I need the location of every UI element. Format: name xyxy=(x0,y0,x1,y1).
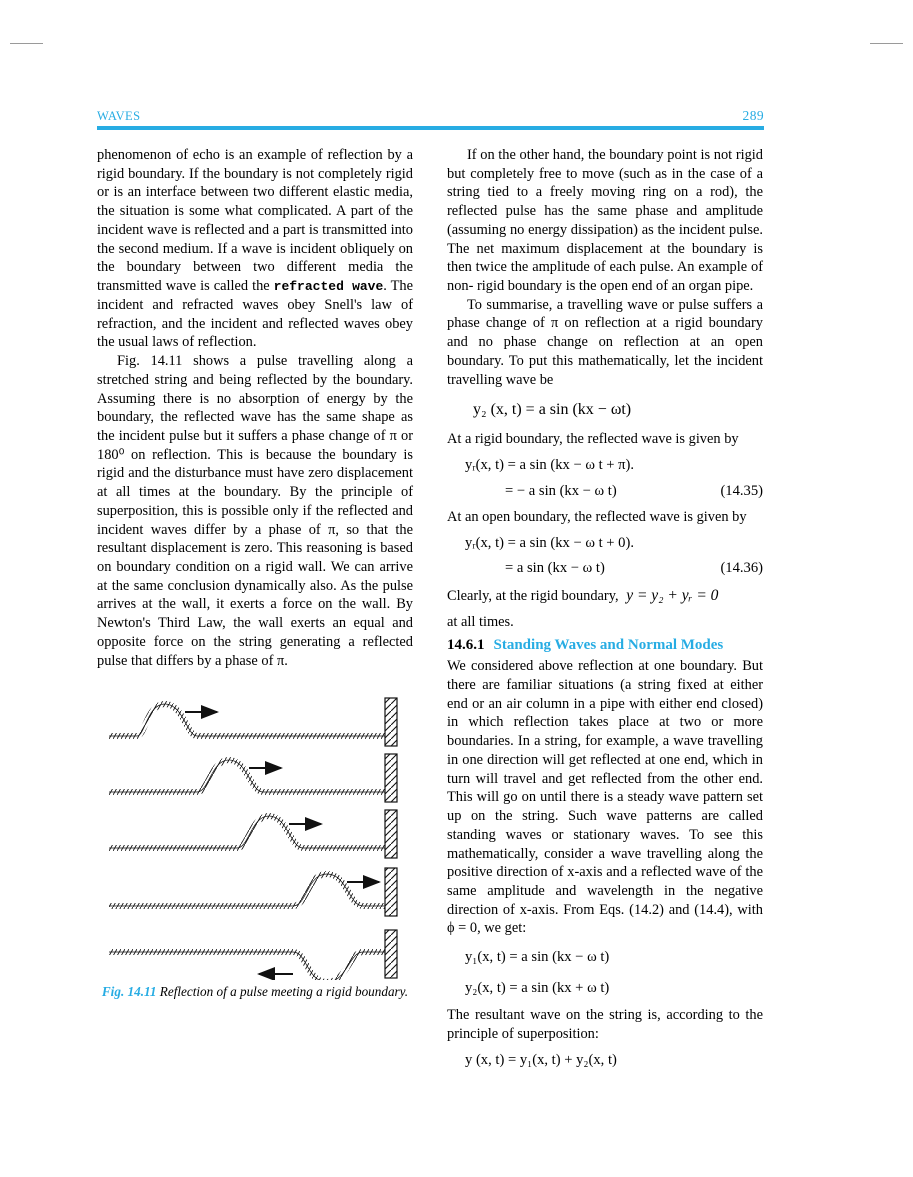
rigid-wall xyxy=(385,930,397,978)
text-open-boundary-intro: At an open boundary, the reflected wave is given by xyxy=(447,508,747,525)
equation-resultant: y (x, t) = y₁(x, t) + y₂(x, t) xyxy=(465,1052,617,1069)
equation-rigid-line-2-body: = − a sin (kx − ω t) xyxy=(505,482,617,499)
chapter-title: WAVES xyxy=(97,109,141,123)
section-title: Standing Waves and Normal Modes xyxy=(493,637,724,654)
paragraph-standing-waves: We considered above reflection at one boundary. But there are familiar situations (a string fixed at either end or an air column in a pipe with either end closed) in which reflection takes place at two or more boundaries. In a string, for example, a wave travelling in one direction will get reflected at one end, which in turn will travel and get reflected from the other end. This will go on until there is a steady wave pattern set up on the string. Such wave patterns are called standing waves or stationary waves. To see this mathematically, consider a wave travelling along the positive direction of x-axis and a reflected wave of the same amplitude and wavelength in the negative direction of x-axis. From Eqs. (14.2) and (14.4), with ϕ = 0, we get: xyxy=(447,658,763,937)
running-head xyxy=(97,108,764,124)
paragraph-non-rigid-boundary: If on the other hand, the boundary point is not rigid but completely free to move (such as in the case of a string tied to a freely moving ring on a rod), the reflected pulse has the same phase and amplitude (assuming no energy dissipation) as the incident pulse. The net maximum displacement at the boundary is then twice the amplitude of each pulse. An example of non- rigid boundary is the open end of an organ pipe. xyxy=(447,147,763,295)
crop-mark-top-right xyxy=(870,43,903,44)
equation-open-line-1: yᵣ(x, t) = a sin (kx − ω t + 0). xyxy=(465,534,634,551)
figure-frame-2 xyxy=(109,754,397,802)
paragraph-resultant: The resultant wave on the string is, according to the principle of superposition: xyxy=(447,1007,763,1042)
right-column xyxy=(447,146,763,1077)
figure-frame-1 xyxy=(109,698,397,746)
figure-caption xyxy=(97,984,413,1001)
figure-frame-5 xyxy=(109,930,397,980)
figure-14-11 xyxy=(97,690,413,1001)
figure-caption-number: Fig. 14.11 xyxy=(101,984,157,1000)
crop-mark-top-left xyxy=(10,43,43,44)
text-clearly xyxy=(447,586,763,606)
rigid-wall xyxy=(385,868,397,916)
section-heading-14-6-1 xyxy=(447,637,763,654)
text-clearly-lead: Clearly, at the rigid boundary, xyxy=(447,588,619,605)
paragraph-echo-run-1: phenomenon of echo is an example of reflection by a rigid boundary. If the boundary is not completely rigid or is an interface between two different elastic media, the situation is some what complicated. A part of the incident wave is reflected and a part is transmitted into the second medium. If a wave is incident obliquely on the boundary between two different media the transmitted wave is called the xyxy=(97,147,413,295)
figure-caption-text: Reflection of a pulse meeting a rigid boundary. xyxy=(159,984,409,1000)
equation-y1: y₁(x, t) = a sin (kx − ω t) xyxy=(465,949,610,966)
equation-rigid-line-1: yᵣ(x, t) = a sin (kx − ω t + π). xyxy=(465,456,635,473)
equation-number-14-36: (14.36) xyxy=(720,560,763,577)
equation-incident-wave: y₂ (x, t) = a sin (kx − ωt) xyxy=(473,401,632,419)
paragraph-echo-run-3: . The incident and refracted waves obey Snell's law of refraction, and the incident and reflected waves obey the usual laws of reflection. xyxy=(97,278,413,351)
paragraph-summarise: To summarise, a travelling wave or pulse suffers a phase change of π on reflection at a rigid boundary and no phase change on reflection at an open boundary. To put this mathematically, let the incident travelling wave be xyxy=(447,296,763,388)
rigid-wall xyxy=(385,754,397,802)
rigid-wall xyxy=(385,698,397,746)
header-rule xyxy=(97,126,764,130)
page-number: 289 xyxy=(742,108,764,123)
text-at-all-times: at all times. xyxy=(447,613,514,630)
paragraph-echo xyxy=(97,146,413,352)
two-column-body xyxy=(97,146,764,1077)
term-refracted-wave: refracted wave xyxy=(273,279,384,295)
equation-y2: y₂(x, t) = a sin (kx + ω t) xyxy=(465,980,610,997)
figure-frame-4 xyxy=(109,868,397,916)
rigid-wall xyxy=(385,810,397,858)
figure-14-11-graphic xyxy=(97,690,413,980)
figure-frame-3 xyxy=(109,810,397,858)
equation-clearly: y = y₂ + yᵣ = 0 xyxy=(626,587,719,605)
text-rigid-boundary-intro: At a rigid boundary, the reflected wave is given by xyxy=(447,431,739,448)
paragraph-figure-description: Fig. 14.11 shows a pulse travelling along a stretched string and being reflected by the boundary. Assuming there is no absorption of energy by the boundary, the reflected wave has the same shape as the incident pulse but it suffers a phase change of π or 180⁰ on reflection. This is because the boundary is rigid and the disturbance must have zero displacement at all times at the boundary. By the principle of superposition, this is possible only if the reflected and incident waves differ by a phase of π, so that the resultant displacement is zero. This reasoning is based on boundary condition on a rigid wall. We can arrive at the same conclusion dynamically also. As the pulse arrives at the wall, it exerts a force on the wall. By Newton's Third Law, the wall exerts an equal and opposite force on the string generating a reflected pulse that differs by a phase of π. xyxy=(97,353,413,669)
page-content xyxy=(97,108,764,1077)
equation-open-line-2 xyxy=(505,559,763,578)
left-column xyxy=(97,146,413,1077)
section-number: 14.6.1 xyxy=(447,637,485,654)
equation-number-14-35: (14.35) xyxy=(720,482,763,499)
equation-rigid-line-2 xyxy=(505,482,763,501)
equation-open-line-2-body: = a sin (kx − ω t) xyxy=(505,560,605,577)
